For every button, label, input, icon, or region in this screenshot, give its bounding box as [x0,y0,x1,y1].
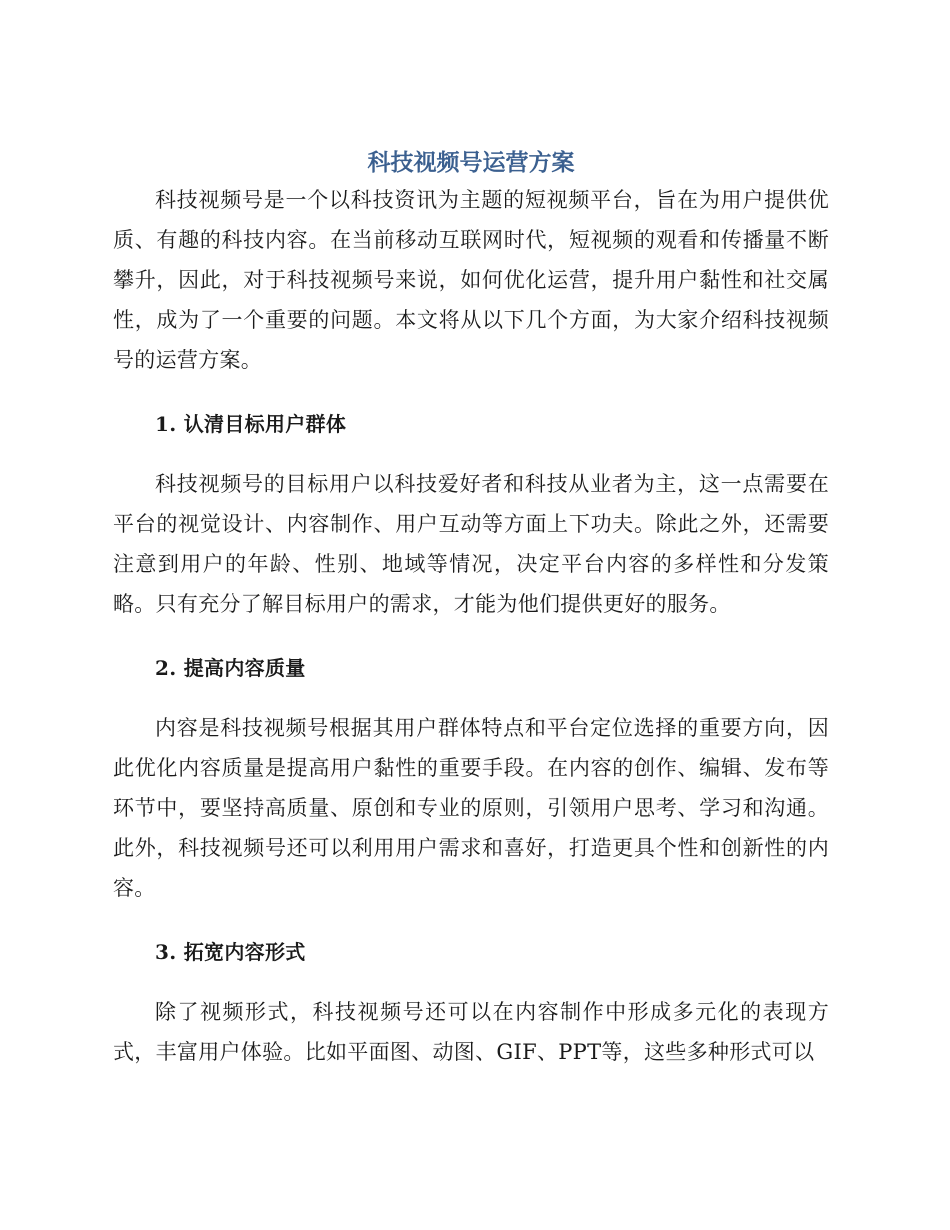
section-heading-1: 1. 认清目标用户群体 [155,412,347,436]
section-heading-2: 2. 提高内容质量 [155,656,306,680]
intro-paragraph: 科技视频号是一个以科技资讯为主题的短视频平台，旨在为用户提供优质、有趣的科技内容。在当前移动互联网时代，短视频的观看和传播量不断攀升，因此，对于科技视频号来说，如何优化运营，提升用户黏性和社交属性，成为了一个重要的问题。本文将从以下几个方面，为大家介绍科技视频号的运营方案。 [113,188,829,372]
section-paragraph-2: 内容是科技视频号根据其用户群体特点和平台定位选择的重要方向，因此优化内容质量是提高用户黏性的重要手段。在内容的创作、编辑、发布等环节中，要坚持高质量、原创和专业的原则，引领用户思考、学习和沟通。此外，科技视频号还可以利用用户需求和喜好，打造更具个性和创新性的内容。 [113,716,829,900]
section-paragraph-3: 除了视频形式，科技视频号还可以在内容制作中形成多元化的表现方式，丰富用户体验。比如平面图、动图、GIF、PPT等，这些多种形式可以 [113,1000,829,1064]
document-title: 科技视频号运营方案 [367,150,575,176]
section-heading-3: 3. 拓宽内容形式 [155,940,306,964]
document-page [113,140,829,1072]
section-paragraph-1: 科技视频号的目标用户以科技爱好者和科技从业者为主，这一点需要在平台的视觉设计、内容制作、用户互动等方面上下功夫。除此之外，还需要注意到用户的年龄、性别、地域等情况，决定平台内容的多样性和分发策略。只有充分了解目标用户的需求，才能为他们提供更好的服务。 [113,472,829,616]
